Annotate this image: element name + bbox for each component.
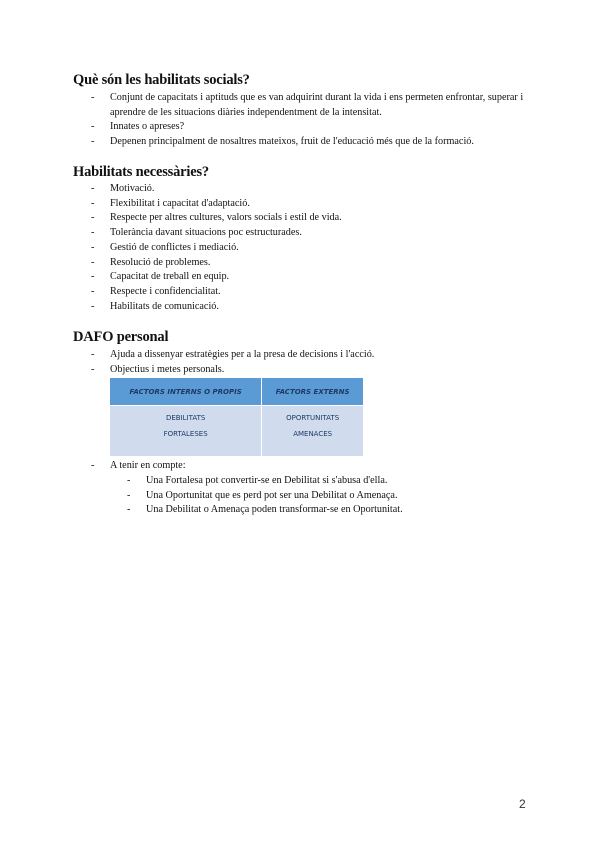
heading-dafo-personal: DAFO personal — [73, 329, 169, 345]
heading-habilitats-necessaries: Habilitats necessàries? — [73, 164, 209, 180]
list-item: - Innates o apreses? — [91, 120, 531, 135]
list-tenir-en-compte — [91, 459, 531, 474]
heading-habilitats-socials: Què són les habilitats socials? — [73, 72, 250, 88]
table-header: FACTORS EXTERNS — [262, 378, 364, 406]
list-item: - Habilitats de comunicació. — [91, 300, 531, 315]
cell-amenaces: AMENACES — [293, 430, 333, 438]
page-number: 2 — [519, 797, 526, 811]
list-item: - Ajuda a dissenyar estratègies per a la presa de decisions i l'acció. — [91, 348, 531, 363]
list-item: - Motivació. — [91, 182, 531, 197]
list-item: - Una Fortalesa pot convertir-se en Debilitat si s'abusa d'ella. — [127, 474, 527, 489]
list-item: - Una Debilitat o Amenaça poden transformar-se en Oportunitat. — [127, 503, 527, 518]
sublist-tenir-en-compte — [127, 474, 527, 518]
list-item: - Capacitat de treball en equip. — [91, 270, 531, 285]
list-habilitats-necessaries — [91, 182, 531, 314]
cell-oportunitats: OPORTUNITATS — [286, 414, 340, 422]
list-item: - Una Oportunitat que es perd pot ser una Debilitat o Amenaça. — [127, 489, 527, 504]
list-item: - Tolerància davant situacions poc estructurades. — [91, 226, 531, 241]
table-header: FACTORS INTERNS O PROPIS — [110, 378, 262, 406]
list-item: - Flexibilitat i capacitat d'adaptació. — [91, 197, 531, 212]
dafo-table — [110, 378, 364, 456]
list-item: - Respecte per altres cultures, valors socials i estil de vida. — [91, 211, 531, 226]
list-item: - Resolució de problemes. — [91, 256, 531, 271]
list-item: - Depenen principalment de nosaltres mateixos, fruit de l'educació més que de la formació. — [91, 135, 531, 150]
list-item: - Conjunt de capacitats i aptituds que es van adquirint durant la vida i ens permeten enfrontar, superar i aprendre de les situacions diàries independentment de la intensitat. — [91, 91, 531, 120]
cell-fortaleses: FORTALESES — [163, 430, 208, 438]
list-item: - Gestió de conflictes i mediació. — [91, 241, 531, 256]
table-cell — [262, 406, 364, 457]
list-item: - A tenir en compte: — [91, 459, 531, 474]
list-dafo — [91, 348, 531, 377]
list-habilitats-socials — [91, 91, 531, 150]
table-cell — [110, 406, 262, 457]
list-item: - Objectius i metes personals. — [91, 363, 531, 378]
cell-debilitats: DEBILITATS — [165, 414, 206, 422]
list-item: - Respecte i confidencialitat. — [91, 285, 531, 300]
